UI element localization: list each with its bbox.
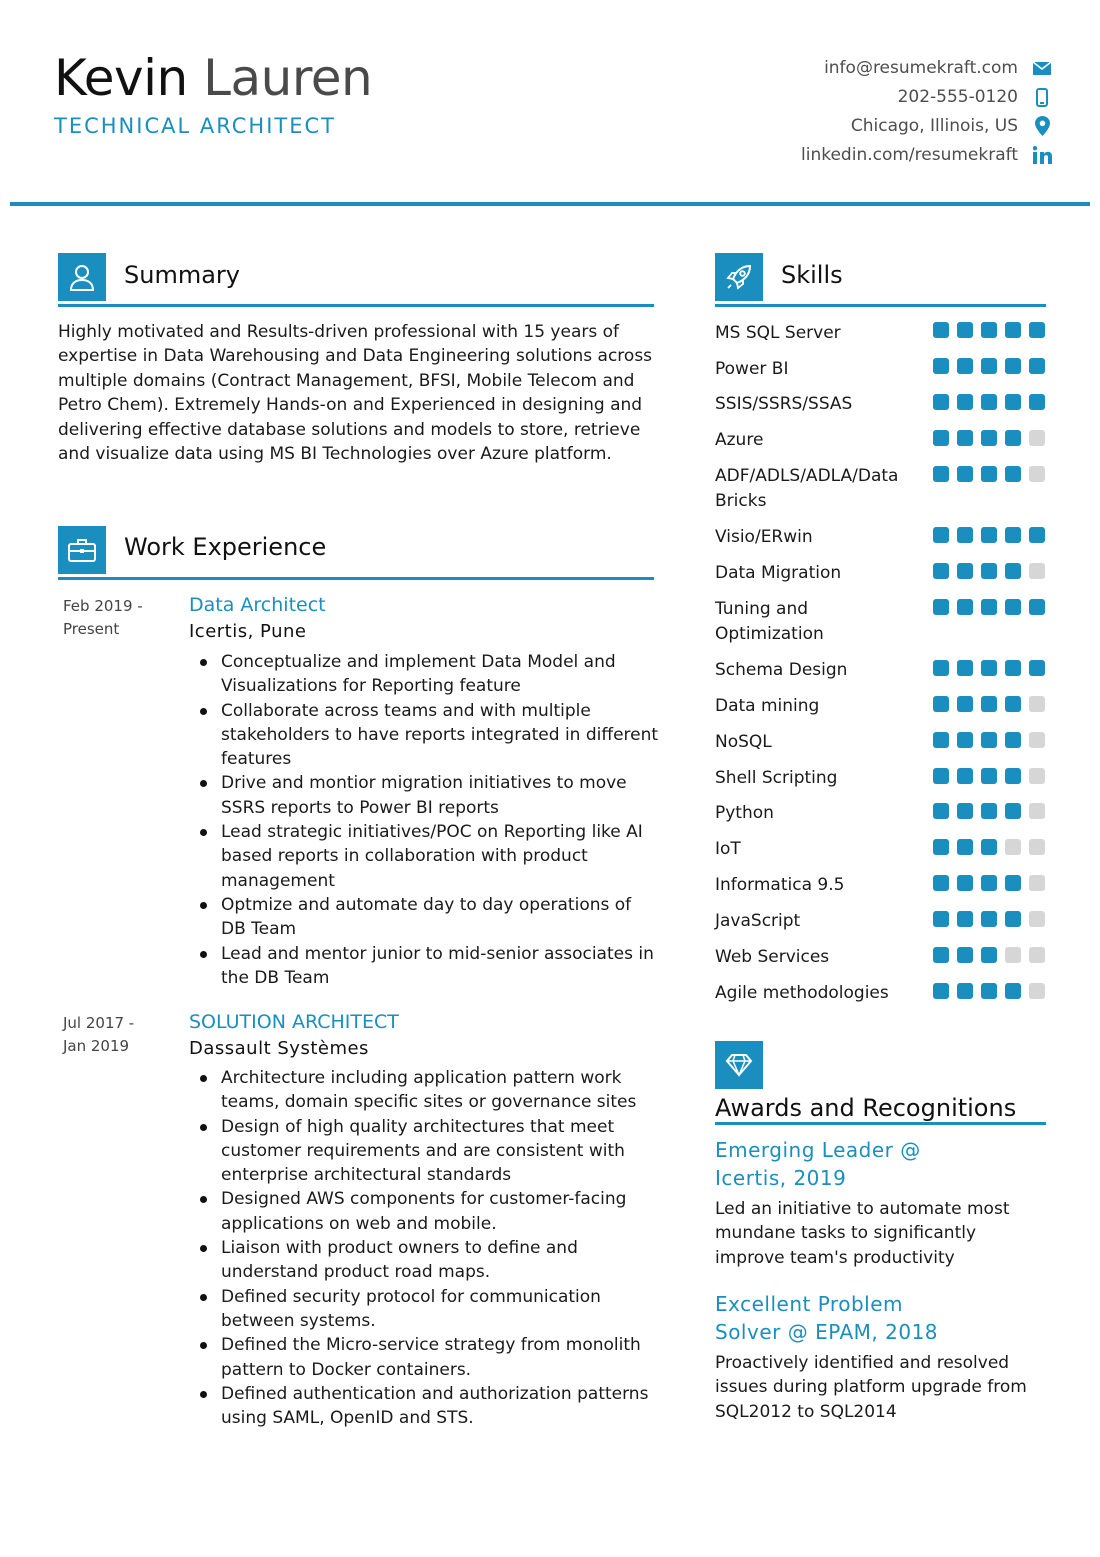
rating-dot-filled — [957, 358, 973, 374]
skill-rating — [933, 599, 1045, 615]
rating-dot-filled — [957, 322, 973, 338]
award-description: Proactively identified and resolved issues during platform upgrade from SQL2012 to SQL2014 — [715, 1353, 1027, 1422]
skill-rating — [933, 983, 1045, 999]
rating-dot-filled — [981, 911, 997, 927]
work-experience-heading: Work Experience — [124, 533, 327, 561]
skill-rating — [933, 947, 1045, 963]
job-title: Data Architect — [189, 594, 326, 616]
list-item: Conceptualize and implement Data Model and Visualizations for Reporting feature — [189, 650, 659, 699]
list-item: Collaborate across teams and with multiple stakeholders to have reports integrated in different features — [189, 699, 659, 772]
skill-name: Schema Design — [715, 660, 848, 680]
rating-dot-empty — [1029, 839, 1045, 855]
skill-rating — [933, 322, 1045, 338]
header-divider — [10, 202, 1090, 206]
rating-dot-filled — [933, 803, 949, 819]
contact-email[interactable]: info@resumekraft.com — [824, 58, 1018, 78]
rating-dot-filled — [957, 430, 973, 446]
rating-dot-filled — [933, 839, 949, 855]
job-date-end: Jan 2019 — [63, 1037, 130, 1055]
diamond-icon — [715, 1041, 763, 1089]
rating-dot-filled — [957, 563, 973, 579]
rating-dot-filled — [981, 875, 997, 891]
list-item: Lead strategic initiatives/POC on Reporting like AI based reports in collaboration with product management — [189, 820, 659, 893]
rating-dot-filled — [981, 732, 997, 748]
rating-dot-filled — [957, 947, 973, 963]
job-bullets — [189, 650, 659, 990]
rating-dot-empty — [1005, 947, 1021, 963]
rating-dot-filled — [933, 466, 949, 482]
rating-dot-filled — [1005, 660, 1021, 676]
last-name: Lauren — [203, 49, 373, 107]
rating-dot-filled — [957, 768, 973, 784]
awards-heading: Awards and Recognitions — [715, 1094, 1017, 1122]
rating-dot-filled — [957, 394, 973, 410]
award-description: Led an initiative to automate most mundane tasks to significantly improve team's productivity — [715, 1199, 1010, 1268]
skill-rating — [933, 696, 1045, 712]
rating-dot-filled — [1005, 394, 1021, 410]
contact-location: Chicago, Illinois, US — [850, 116, 1018, 136]
skill-rating — [933, 875, 1045, 891]
list-item: Drive and montior migration initiatives to move SSRS reports to Power BI reports — [189, 771, 659, 820]
rating-dot-filled — [981, 563, 997, 579]
rating-dot-filled — [957, 466, 973, 482]
skill-rating — [933, 768, 1045, 784]
rating-dot-empty — [1029, 768, 1045, 784]
summary-text: Highly motivated and Results-driven professional with 15 years of expertise in Data Warehousing and Data Engineering solutions across multiple domains (Contract Management, BFSI, Mobile Telecom and Petro Chem). Extremely Hands-on and Experienced in designing and delivering effective database solutions and models to store, retrieve and visualize data using MS BI Technologies over Azure platform. — [58, 322, 653, 465]
rating-dot-filled — [1029, 599, 1045, 615]
rating-dot-filled — [981, 599, 997, 615]
skill-rating — [933, 394, 1045, 410]
job-role: TECHNICAL ARCHITECT — [54, 114, 337, 138]
rating-dot-filled — [981, 527, 997, 543]
rating-dot-empty — [1005, 839, 1021, 855]
rating-dot-empty — [1029, 803, 1045, 819]
award-title: Excellent Problem Solver @ EPAM, 2018 — [715, 1292, 939, 1344]
rating-dot-filled — [1005, 983, 1021, 999]
rating-dot-filled — [933, 358, 949, 374]
rating-dot-filled — [933, 732, 949, 748]
rating-dot-empty — [1029, 875, 1045, 891]
skill-name: Azure — [715, 430, 764, 450]
skills-heading: Skills — [781, 261, 843, 289]
rating-dot-empty — [1029, 911, 1045, 927]
job-dates — [63, 595, 178, 641]
summary-heading: Summary — [124, 261, 240, 289]
rating-dot-empty — [1029, 430, 1045, 446]
rating-dot-empty — [1029, 983, 1045, 999]
rating-dot-filled — [933, 911, 949, 927]
rating-dot-filled — [1029, 527, 1045, 543]
list-item: Liaison with product owners to define and understand product road maps. — [189, 1236, 659, 1285]
list-item: Design of high quality architectures that meet customer requirements and are consistent with enterprise architectural standards — [189, 1115, 659, 1188]
skill-rating — [933, 911, 1045, 927]
rating-dot-filled — [981, 696, 997, 712]
skill-name: NoSQL — [715, 732, 772, 752]
skills-rule — [715, 304, 1046, 307]
rating-dot-filled — [981, 803, 997, 819]
rating-dot-filled — [933, 394, 949, 410]
skill-name: SSIS/SSRS/SSAS — [715, 394, 853, 414]
rating-dot-filled — [933, 983, 949, 999]
list-item: Defined security protocol for communication between systems. — [189, 1285, 659, 1334]
list-item: Lead and mentor junior to mid-senior associates in the DB Team — [189, 942, 659, 991]
job-dates — [63, 1012, 178, 1058]
rating-dot-filled — [1005, 527, 1021, 543]
contact-linkedin[interactable]: linkedin.com/resumekraft — [801, 145, 1018, 165]
briefcase-icon — [58, 526, 106, 574]
rating-dot-filled — [1005, 430, 1021, 446]
rating-dot-filled — [1029, 660, 1045, 676]
linkedin-icon — [1031, 144, 1053, 166]
rating-dot-filled — [1005, 322, 1021, 338]
job-company: Icertis, Pune — [189, 621, 307, 642]
skill-rating — [933, 563, 1045, 579]
rating-dot-filled — [981, 466, 997, 482]
skill-name: Web Services — [715, 947, 830, 967]
rating-dot-filled — [957, 732, 973, 748]
rating-dot-filled — [1005, 911, 1021, 927]
rating-dot-filled — [933, 599, 949, 615]
rating-dot-filled — [933, 875, 949, 891]
summary-rule — [58, 304, 654, 307]
job-date-start: Feb 2019 - — [63, 597, 143, 615]
rating-dot-filled — [957, 911, 973, 927]
rating-dot-filled — [1029, 394, 1045, 410]
person-icon — [58, 253, 106, 301]
rating-dot-filled — [1005, 732, 1021, 748]
work-experience-rule — [58, 577, 654, 580]
skill-rating — [933, 839, 1045, 855]
rating-dot-filled — [981, 358, 997, 374]
list-item: Defined authentication and authorization patterns using SAML, OpenID and STS. — [189, 1382, 659, 1431]
location-pin-icon — [1031, 115, 1053, 137]
rating-dot-filled — [957, 875, 973, 891]
contact-phone: 202-555-0120 — [897, 87, 1018, 107]
skill-name: Python — [715, 803, 774, 823]
rating-dot-filled — [1005, 599, 1021, 615]
rating-dot-filled — [933, 768, 949, 784]
rating-dot-filled — [981, 768, 997, 784]
rating-dot-filled — [933, 696, 949, 712]
rating-dot-filled — [981, 983, 997, 999]
rating-dot-filled — [981, 660, 997, 676]
list-item: Architecture including application pattern work teams, domain specific sites or governance sites — [189, 1066, 659, 1115]
rating-dot-filled — [933, 947, 949, 963]
list-item: Defined the Micro-service strategy from monolith pattern to Docker containers. — [189, 1333, 659, 1382]
rating-dot-filled — [1005, 696, 1021, 712]
skill-rating — [933, 358, 1045, 374]
rating-dot-filled — [957, 839, 973, 855]
envelope-icon — [1031, 57, 1053, 79]
rating-dot-filled — [933, 322, 949, 338]
rating-dot-filled — [933, 660, 949, 676]
skill-name: Data mining — [715, 696, 820, 716]
job-date-start: Jul 2017 - — [63, 1014, 135, 1032]
skill-name: Data Migration — [715, 563, 842, 583]
rocket-icon — [715, 253, 763, 301]
award-title: Emerging Leader @ Icertis, 2019 — [715, 1138, 921, 1190]
candidate-name — [54, 48, 372, 108]
skill-name: JavaScript — [715, 911, 801, 931]
skill-name: IoT — [715, 839, 741, 859]
job-bullets — [189, 1066, 659, 1430]
job-title: SOLUTION ARCHITECT — [189, 1011, 399, 1033]
skill-rating — [933, 527, 1045, 543]
rating-dot-empty — [1029, 732, 1045, 748]
rating-dot-filled — [1005, 466, 1021, 482]
rating-dot-empty — [1029, 466, 1045, 482]
skill-name: Power BI — [715, 359, 789, 379]
rating-dot-empty — [1029, 563, 1045, 579]
skill-rating — [933, 803, 1045, 819]
job-company: Dassault Systèmes — [189, 1038, 369, 1059]
rating-dot-filled — [957, 599, 973, 615]
list-item: Designed AWS components for customer-facing applications on web and mobile. — [189, 1187, 659, 1236]
first-name: Kevin — [54, 49, 188, 107]
job-date-end: Present — [63, 620, 120, 638]
rating-dot-filled — [981, 430, 997, 446]
rating-dot-filled — [1029, 322, 1045, 338]
rating-dot-filled — [1005, 875, 1021, 891]
skill-name: Visio/ERwin — [715, 527, 813, 547]
phone-icon — [1031, 86, 1053, 108]
rating-dot-filled — [957, 660, 973, 676]
list-item: Optmize and automate day to day operations of DB Team — [189, 893, 659, 942]
rating-dot-filled — [1005, 803, 1021, 819]
rating-dot-empty — [1029, 947, 1045, 963]
skill-rating — [933, 430, 1045, 446]
rating-dot-filled — [1005, 358, 1021, 374]
rating-dot-filled — [957, 983, 973, 999]
rating-dot-filled — [933, 563, 949, 579]
skill-name: ADF/ADLS/ADLA/Data Bricks — [715, 466, 899, 511]
skill-name: Shell Scripting — [715, 768, 838, 788]
rating-dot-empty — [1029, 696, 1045, 712]
skill-rating — [933, 466, 1045, 482]
rating-dot-filled — [957, 803, 973, 819]
rating-dot-filled — [981, 394, 997, 410]
rating-dot-filled — [981, 947, 997, 963]
rating-dot-filled — [933, 430, 949, 446]
rating-dot-filled — [1029, 358, 1045, 374]
skill-name: Agile methodologies — [715, 983, 889, 1003]
rating-dot-filled — [957, 696, 973, 712]
skill-name: Tuning and Optimization — [715, 599, 824, 644]
rating-dot-filled — [933, 527, 949, 543]
rating-dot-filled — [1005, 563, 1021, 579]
rating-dot-filled — [981, 839, 997, 855]
awards-rule — [715, 1122, 1046, 1125]
rating-dot-filled — [1005, 768, 1021, 784]
skill-rating — [933, 732, 1045, 748]
rating-dot-filled — [957, 527, 973, 543]
skill-name: Informatica 9.5 — [715, 875, 845, 895]
rating-dot-filled — [981, 322, 997, 338]
skill-rating — [933, 660, 1045, 676]
skill-name: MS SQL Server — [715, 323, 841, 343]
